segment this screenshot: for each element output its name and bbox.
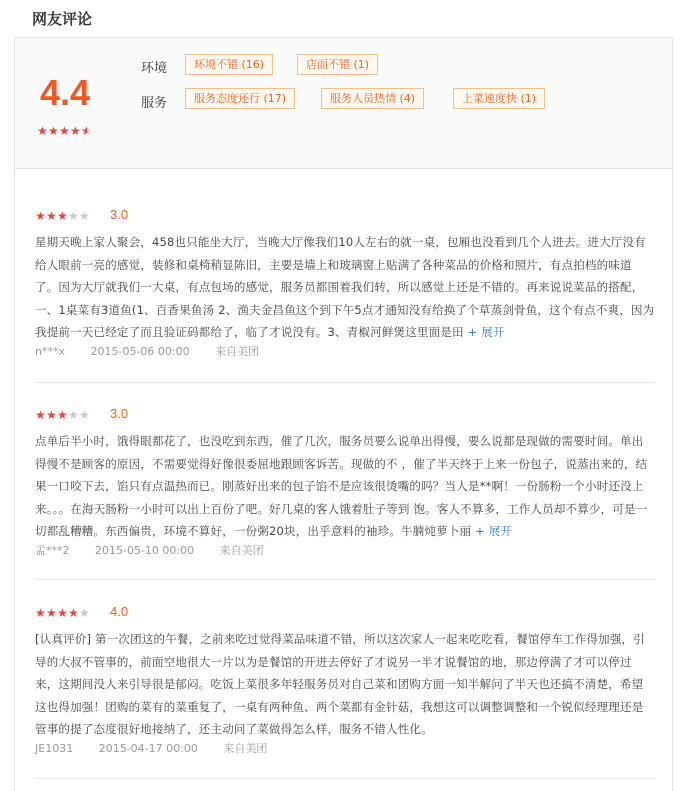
star-icon: ★ [57,209,68,223]
review-date: 2015-05-06 00:00 [90,345,190,358]
star-icon: ★ [81,124,92,138]
star-icon: ★ [59,124,70,138]
review-stars [35,606,90,620]
review-divider [35,382,655,383]
star-icon: ★ [35,209,46,223]
star-icon: ★ [35,408,46,422]
star-icon: ★ [35,606,46,620]
star-icon: ★ [37,124,48,138]
review-source: 来自美团 [223,742,268,755]
review-text [35,628,655,741]
review-user: JE1031 [35,742,74,755]
review-text [35,430,655,543]
review-divider [35,778,655,779]
section-title: 网友评论 [32,10,93,28]
tag-row-label-environment: 环境 [141,61,168,76]
review-text-content: [认真评价] 第一次团这的午餐，之前来吃过觉得菜品味道不错，所以这次家人一起来吃吃看，餐馆停车工作得加强，引导的大叔不管事的，前面空地很大一片以为是餐馆的开进去停好了才说另一半才说餐馆的地，那边停满了才可以停过来，这期间没人来引导很是郁闷。吃饭上菜很多年轻服务员对自己菜和团购方面一知半解问了半天也还搞不清楚，希望这也得加强！团购的菜有的菜重复了，一桌有两种鱼、两个菜都有金针菇，我想这可以调整调整和一个锐似经理理还是管事的提了态度很好地接纳了，还主动问了菜做得怎么样，服务不错人性化。 [35,632,645,736]
star-icon: ★ [79,606,90,620]
review-stars [35,408,90,422]
review-rating: 4.0 [110,604,129,619]
review-text [35,231,655,344]
review-meta [35,740,289,756]
tag-staff-warm[interactable]: 服务人员热情 (4) [321,88,424,109]
star-icon: ★ [57,408,68,422]
overall-stars [37,124,92,138]
review-user: n***x [35,345,65,358]
expand-link[interactable]: + 展开 [467,325,505,339]
overall-score: 4.4 [40,72,91,113]
review-meta [35,542,286,558]
tag-serving-fast[interactable]: 上菜速度快 (1) [453,88,545,109]
star-icon: ★ [68,606,79,620]
star-icon: ★ [79,408,90,422]
expand-link[interactable]: + 展开 [475,524,513,538]
reviews-panel [14,37,673,791]
tag-storefront-good[interactable]: 店面不错 (1) [297,54,378,75]
star-icon: ★ [48,124,59,138]
star-icon: ★ [70,124,81,138]
review-source: 来自美团 [219,544,264,557]
star-icon: ★ [68,408,79,422]
review-text-content: 星期天晚上家人聚会，458也只能坐大厅，当晚大厅像我们10人左右的就一桌，包厢也没看到几个人进去。进大厅没有给人眼前一亮的感觉，装修和桌椅稍显陈旧，主要是墙上和玻璃窗上贴满了各种菜品的价格和照片，有点拍档的味道了。因为大厅就我们一大桌，有点包场的感觉，服务员都围着我们转，所以感觉上还是不错的。再来说说菜品的搭配，一、1桌菜有3道鱼(1、百香果鱼汤 2、渔夫金昌鱼这个到下午5点才通知没有给换了个草蒸剑骨鱼，这个有点不爽，因为我提前一天已经定了而且验证码都给了，临了才说没有。3、青椒河鲜煲这里面是田 [35,235,655,339]
star-icon: ★ [46,408,57,422]
star-icon: ★ [68,209,79,223]
review-rating: 3.0 [110,406,129,421]
tag-row-label-service: 服务 [141,96,168,111]
review-meta [35,343,281,359]
review-text-content: 点单后半小时，饿得眼都花了，也没吃到东西，催了几次，服务员要么说单出得慢，要么说都是现做的需要时间。单出得慢不是顾客的原因，不需要觉得好像很委屈地跟顾客诉苦。现做的不 ，催了半天终于上来一份包子，说蒸出来的，结果一口咬下去，馅只有点温热而已。刚蒸好出来的包子馅不是应该很烫嘴的吗？当人是**啊！一份肠粉一个小时还没上来。。。在海天肠粉一小时可以出上百份了吧。好几桌的客人饿着肚子等到 饱。客人不算多，工作人员却不算少，可是一切都乱糟糟。东西偏贵，环境不算好，一份粥20块，出乎意料的袖珍。牛腩炖萝卜丽 [35,434,648,538]
star-icon: ★ [46,606,57,620]
tag-service-attitude[interactable]: 服务态度还行 (17) [185,88,295,109]
rating-summary [15,38,672,169]
star-icon: ★ [79,209,90,223]
tag-environment-good[interactable]: 环境不错 (16) [185,54,273,75]
review-user: 孟***2 [35,544,70,557]
review-stars [35,209,90,223]
star-icon: ★ [46,209,57,223]
star-icon: ★ [57,606,68,620]
review-divider [35,579,655,580]
review-date: 2015-04-17 00:00 [98,742,198,755]
review-source: 来自美团 [215,345,260,358]
review-rating: 3.0 [110,207,129,222]
review-date: 2015-05-10 00:00 [95,544,195,557]
